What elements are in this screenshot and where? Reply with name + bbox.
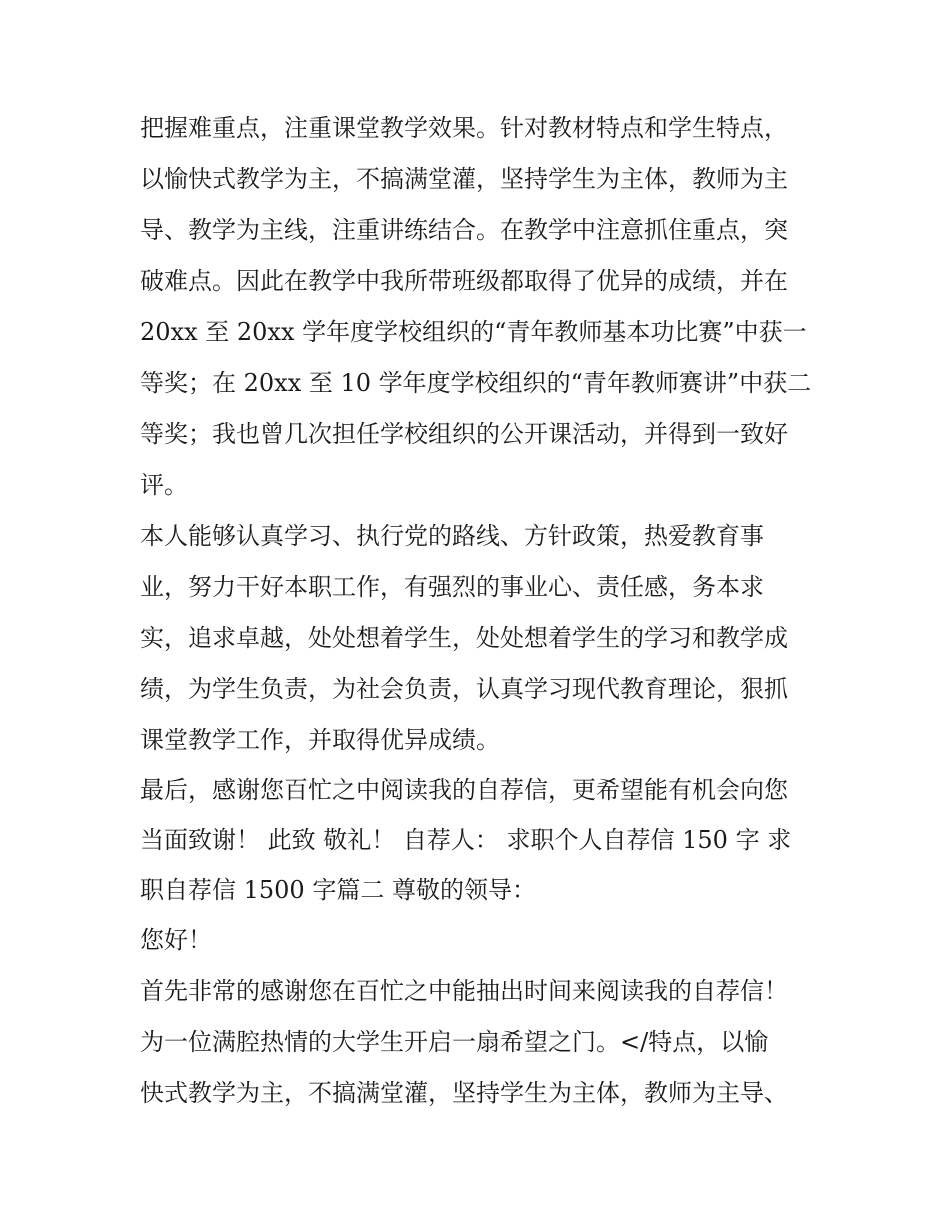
text-line: 把握难重点，注重课堂教学效果。针对教材特点和学生特点，	[140, 114, 788, 142]
text-line: 实，追求卓越，处处想着学生，处处想着学生的学习和教学成	[140, 624, 788, 652]
text-line: 等奖；在 20xx 至 10 学年度学校组织的“青年教师赛讲”中获二	[140, 369, 812, 397]
text-line: 导、教学为主线，注重讲练结合。在教学中注意抓住重点，突	[140, 216, 788, 244]
text-line: 以愉快式教学为主，不搞满堂灌，坚持学生为主体，教师为主	[140, 165, 788, 193]
text-line: 等奖；我也曾几次担任学校组织的公开课活动，并得到一致好	[140, 420, 788, 448]
text-line: 快式教学为主，不搞满堂灌，坚持学生为主体，教师为主导、	[140, 1079, 788, 1107]
text-line: 本人能够认真学习、执行党的路线、方针政策，热爱教育事	[140, 522, 764, 550]
text-line: 最后，感谢您百忙之中阅读我的自荐信，更希望能有机会向您	[140, 776, 788, 804]
text-line: 为一位满腔热情的大学生开启一扇希望之门。</特点，以愉	[140, 1028, 769, 1056]
text-line: 绩，为学生负责，为社会负责，认真学习现代教育理论，狠抓	[140, 675, 788, 703]
text-line: 当面致谢！ 此致 敬礼！ 自荐人： 求职个人自荐信 150 字 求	[140, 826, 792, 854]
text-line: 业，努力干好本职工作，有强烈的事业心、责任感，务本求	[140, 573, 764, 601]
text-line: 破难点。因此在教学中我所带班级都取得了优异的成绩，并在	[140, 267, 788, 295]
text-line: 您好！	[140, 926, 212, 954]
text-line: 评。	[140, 471, 188, 499]
text-line: 职自荐信 1500 字篇二 尊敬的领导：	[140, 876, 536, 904]
text-line: 首先非常的感谢您在百忙之中能抽出时间来阅读我的自荐信！	[140, 977, 788, 1005]
text-line: 课堂教学工作，并取得优异成绩。	[140, 726, 500, 754]
text-line: 20xx 至 20xx 学年度学校组织的“青年教师基本功比赛”中获一	[140, 318, 807, 346]
